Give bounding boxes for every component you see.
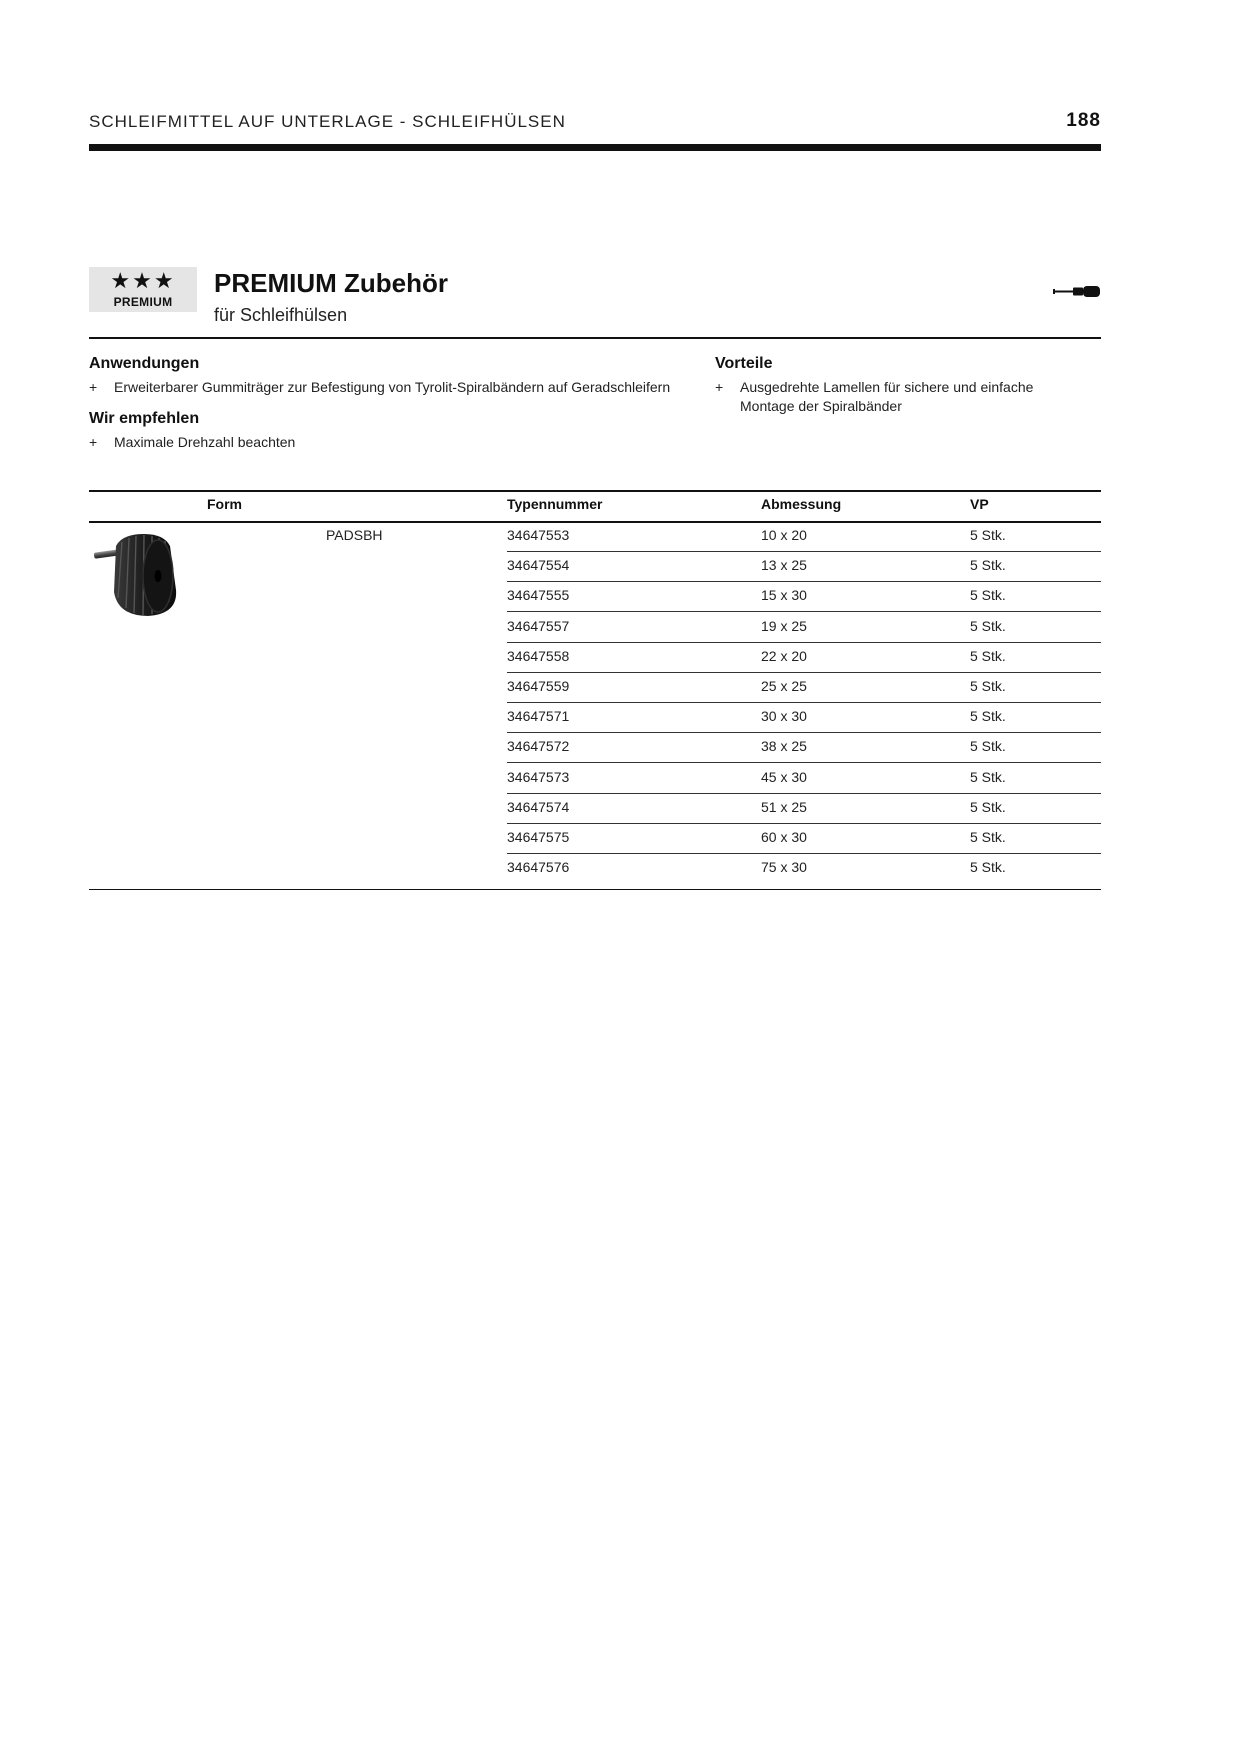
row-divider — [507, 672, 1101, 673]
product-subtitle: für Schleifhülsen — [214, 305, 348, 325]
cell-vp: 5 Stk. — [970, 678, 1006, 694]
cell-abmessung: 60 x 30 — [761, 829, 807, 845]
title-rule — [89, 337, 1101, 339]
table-head-rule — [89, 521, 1101, 523]
cell-abmessung: 19 x 25 — [761, 617, 807, 634]
row-divider — [507, 551, 1101, 552]
row-divider — [507, 642, 1101, 643]
cell-abmessung: 30 x 30 — [761, 708, 807, 725]
row-divider — [507, 823, 1101, 824]
cell-typennummer: 34647555 — [507, 587, 570, 604]
cell-abmessung: 13 x 25 — [761, 557, 807, 574]
anwendungen-heading: Anwendungen — [89, 355, 200, 372]
straight-grinder-icon — [1053, 284, 1101, 298]
cell-vp: 5 Stk. — [970, 859, 1006, 876]
cell-typennummer: 34647557 — [507, 617, 570, 634]
cell-abmessung: 10 x 20 — [761, 527, 807, 543]
bullet-plus: + — [715, 379, 724, 395]
cell-vp: 5 Stk. — [970, 829, 1006, 845]
cell-vp: 5 Stk. — [970, 798, 1006, 815]
header-rule — [89, 144, 1101, 151]
page-number: 188 — [1066, 110, 1101, 131]
vorteile-item-text-line-2: Montage der Spiralbänder — [740, 398, 902, 414]
vorteile-item-text-line-1: Ausgedrehte Lamellen für sichere und einfache — [740, 379, 1034, 395]
cell-typennummer: 34647571 — [507, 708, 570, 725]
product-title: PREMIUM Zubehör — [214, 268, 448, 298]
column-header-form: Form — [207, 496, 242, 512]
row-divider — [507, 762, 1101, 763]
cell-typennummer: 34647559 — [507, 678, 570, 694]
wir-empfehlen-item — [89, 433, 489, 452]
cell-abmessung: 22 x 20 — [761, 647, 807, 664]
cell-typennummer: 34647553 — [507, 527, 570, 543]
bullet-plus: + — [89, 434, 98, 450]
cell-vp: 5 Stk. — [970, 768, 1006, 785]
form-label: PADSBH — [326, 527, 383, 543]
table-bottom-rule — [89, 889, 1101, 890]
cell-abmessung: 51 x 25 — [761, 798, 807, 815]
bullet-plus: + — [89, 379, 98, 395]
cell-vp: 5 Stk. — [970, 738, 1006, 755]
rubber-drum-holder-image — [92, 528, 192, 624]
cell-vp: 5 Stk. — [970, 708, 1006, 725]
column-header-typennummer: Typennummer — [507, 496, 603, 512]
row-divider — [507, 732, 1101, 733]
anwendungen-item-text: Erweiterbarer Gummiträger zur Befestigung von Tyrolit-Spiralbändern auf Geradschleifern — [114, 379, 671, 395]
cell-typennummer: 34647558 — [507, 647, 570, 664]
cell-typennummer: 34647575 — [507, 829, 570, 845]
cell-typennummer: 34647573 — [507, 768, 570, 785]
cell-abmessung: 25 x 25 — [761, 678, 807, 694]
cell-typennummer: 34647574 — [507, 798, 570, 815]
cell-vp: 5 Stk. — [970, 647, 1006, 664]
cell-vp: 5 Stk. — [970, 557, 1006, 574]
row-divider — [507, 611, 1101, 612]
cell-vp: 5 Stk. — [970, 587, 1006, 604]
column-header-abmessung: Abmessung — [761, 496, 842, 512]
cell-typennummer: 34647576 — [507, 859, 570, 876]
wir-empfehlen-heading: Wir empfehlen — [89, 410, 200, 427]
cell-abmessung: 75 x 30 — [761, 859, 807, 876]
row-divider — [507, 853, 1101, 854]
cell-abmessung: 15 x 30 — [761, 587, 807, 604]
cell-typennummer: 34647554 — [507, 557, 570, 574]
anwendungen-item — [89, 378, 709, 397]
premium-badge — [89, 267, 197, 312]
badge-label: PREMIUM — [113, 295, 173, 309]
cell-vp: 5 Stk. — [970, 617, 1006, 634]
wir-empfehlen-item-text: Maximale Drehzahl beachten — [114, 434, 296, 450]
row-divider — [507, 702, 1101, 703]
stars-icon: ★★★ — [110, 268, 176, 293]
cell-abmessung: 38 x 25 — [761, 738, 807, 755]
cell-vp: 5 Stk. — [970, 527, 1006, 543]
column-header-vp: VP — [970, 496, 989, 512]
row-divider — [507, 793, 1101, 794]
row-divider — [507, 581, 1101, 582]
cell-typennummer: 34647572 — [507, 738, 570, 755]
table-top-rule — [89, 490, 1101, 492]
section-title: SCHLEIFMITTEL AUF UNTERLAGE - SCHLEIFHÜLSEN — [89, 112, 566, 131]
vorteile-item — [715, 378, 1095, 418]
cell-abmessung: 45 x 30 — [761, 768, 807, 785]
vorteile-heading: Vorteile — [715, 355, 773, 372]
